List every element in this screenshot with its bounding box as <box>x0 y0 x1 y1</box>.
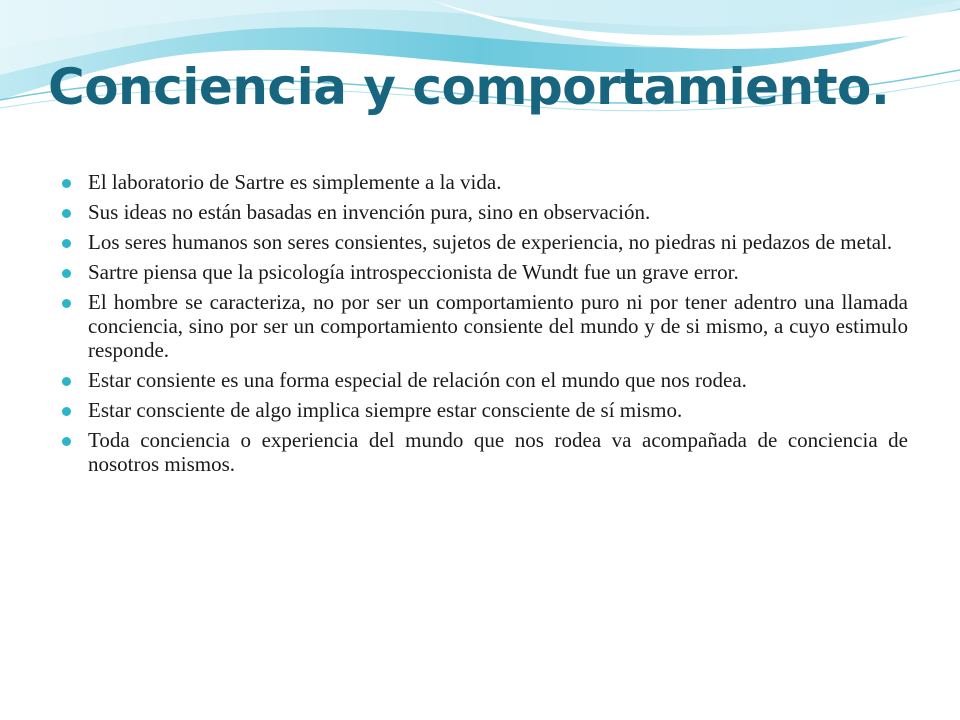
list-item <box>62 398 908 422</box>
list-item <box>62 230 908 254</box>
bullet-dot-icon <box>62 269 71 278</box>
list-item <box>62 428 908 476</box>
slide-title: Conciencia y comportamiento. <box>48 58 890 116</box>
bullet-dot-icon <box>62 299 71 308</box>
bullet-dot-icon <box>62 179 71 188</box>
list-item <box>62 200 908 224</box>
list-item <box>62 368 908 392</box>
bullet-text: El laboratorio de Sartre es simplemente a la vida. <box>88 170 502 194</box>
list-item <box>62 290 908 362</box>
bullet-dot-icon <box>62 407 71 416</box>
bullet-text: Estar consiente es una forma especial de relación con el mundo que nos rodea. <box>88 368 747 392</box>
bullet-dot-icon <box>62 437 71 446</box>
bullet-text: El hombre se caracteriza, no por ser un comportamiento puro ni por tener adentro una llamada conciencia, sino por ser un comportamiento consiente del mundo y de si mismo, a cuyo estimulo responde. <box>88 290 908 362</box>
bullet-dot-icon <box>62 209 71 218</box>
bullet-text: Estar consciente de algo implica siempre estar consciente de sí mismo. <box>88 398 683 422</box>
list-item <box>62 170 908 194</box>
list-item <box>62 260 908 284</box>
bullet-text: Sartre piensa que la psicología introspeccionista de Wundt fue un grave error. <box>88 260 739 284</box>
bullet-text: Los seres humanos son seres consientes, sujetos de experiencia, no piedras ni pedazos de metal. <box>88 230 893 254</box>
bullet-text: Sus ideas no están basadas en invención pura, sino en observación. <box>88 200 651 224</box>
bullet-text: Toda conciencia o experiencia del mundo que nos rodea va acompañada de conciencia de nosotros mismos. <box>88 428 908 476</box>
bullet-dot-icon <box>62 239 71 248</box>
bullet-dot-icon <box>62 377 71 386</box>
bullet-list <box>62 170 908 482</box>
